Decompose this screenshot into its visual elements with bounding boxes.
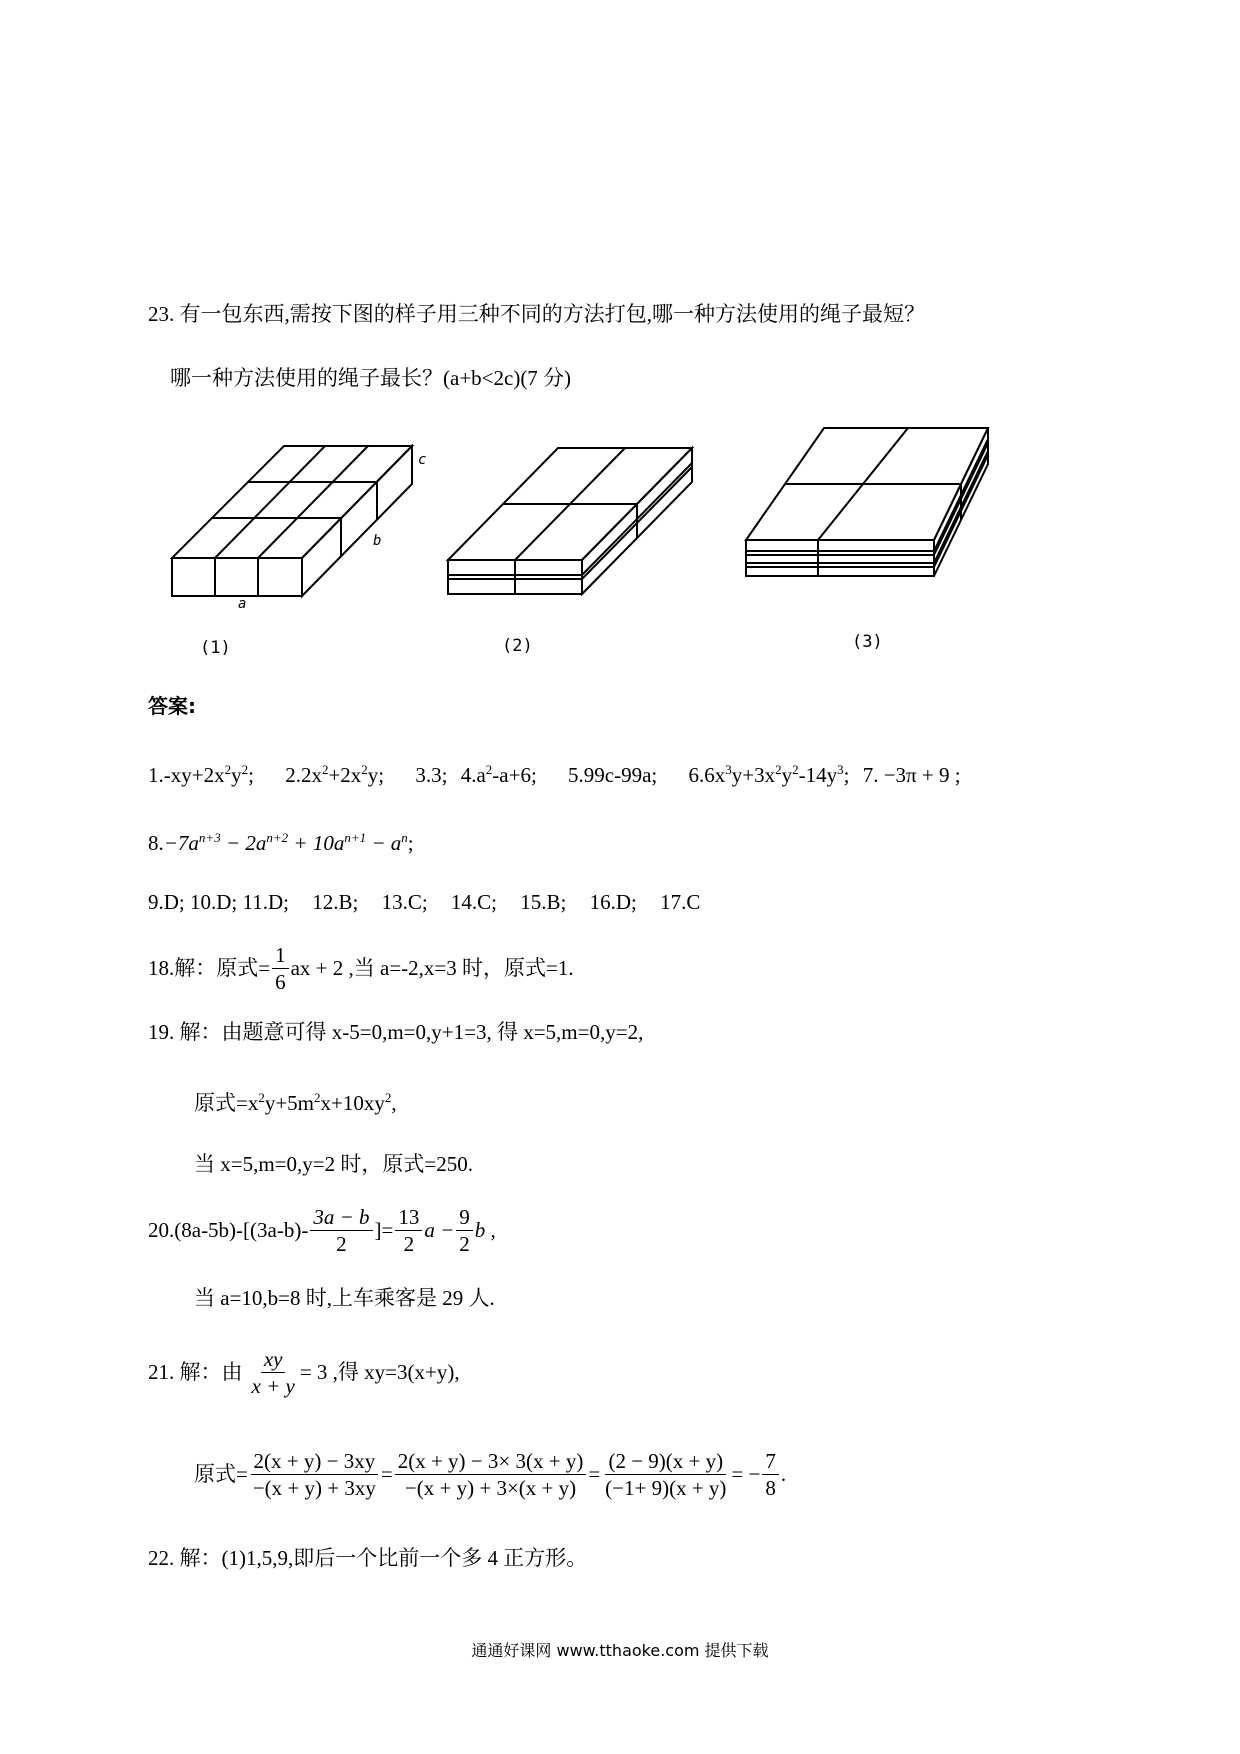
answer-21: 21. 解：由 $\frac{xy}{x + y}$ = 3 ,得 xy=3(x+y), <box>148 1346 460 1398</box>
fig3-caption: (3) <box>852 632 883 652</box>
answer-4: $4.a^2-a+6$; <box>460 762 537 787</box>
q23-line1: 23. 有一包东西,需按下图的样子用三种不同的方法打包,哪一种方法使用的绳子最短？ <box>148 302 925 326</box>
answer-1: $1.-xy+2x^2y^2$; <box>148 762 254 787</box>
answer-19-line3: 当 x=5,m=0,y=2 时，原式=250. <box>194 1152 473 1176</box>
answer-line-1-7 <box>148 756 961 789</box>
footer-credit: 通通好课网 www.tthaoke.com 提供下载 <box>471 1641 769 1660</box>
fig1-label-b: b <box>373 533 382 549</box>
answer-8: $8.-7a^{n+3} - 2a^{n+2} + 10a^{n+1} - a^n$; <box>148 830 414 855</box>
answer-22: 22. 解：(1)1,5,9,即后一个比前一个多 4 正方形。 <box>148 1546 588 1570</box>
fig1-label-a: a <box>238 596 247 612</box>
answer-20-line2: 当 a=10,b=8 时,上车乘客是 29 人. <box>194 1286 495 1310</box>
answers-9-17: 9.D; 10.D; 11.D; 12.B; 13.C; 14.C; 15.B; 16.D; 17.C <box>148 890 701 914</box>
fig1-caption: (1) <box>200 638 231 658</box>
fig2-caption: (2) <box>502 636 533 656</box>
answer-19-line1: 19. 解：由题意可得 x-5=0,m=0,y+1=3, 得 x=5,m=0,y=2, <box>148 1020 644 1044</box>
package-figure-3 <box>0 420 1240 680</box>
answers-heading: 答案: <box>148 694 196 718</box>
answer-19-line2: 原式$=x^2y+5m^2x+10xy^2$, <box>194 1090 397 1115</box>
answer-5: 5.99c-99a; <box>568 763 658 787</box>
q23-line2: 哪一种方法使用的绳子最长？(a+b<2c)(7 分) <box>170 366 572 390</box>
fig1-label-c: c <box>418 452 427 468</box>
answer-7: 7. −3π + 9 ; <box>862 763 961 787</box>
answer-21-line2: 原式= $\frac{2(x + y) - 3xy}{-(x + y) + 3xy}$ = $\frac{2(x + y) - 3\times 3(x + y)}{-(x + y) + 3\times(x + y)}$ = $\frac{(2 - 9)(x + y)}{(-1+ 9)(x + y)}$ = − $\frac{7}{8}$ . <box>194 1448 787 1500</box>
answer-3: 3.3; <box>415 763 448 787</box>
answer-2: $2.2x^2+2x^2y$; <box>285 762 385 787</box>
answer-8-expression: $-7a^{n+3} - 2a^{n+2} + 10a^{n+1} - a^n$ <box>163 830 408 855</box>
answer-18: 18.解：原式= $\frac{1}{6}$ ax + 2 ,当 a=-2,x=3 时，原式=1. <box>148 942 574 994</box>
answer-6: $6.6x^3y+3x^2y^2-14y^3$; <box>688 762 850 787</box>
answer-20: 20.(8a-5b)-[(3a-b)- $\frac{3a - b}{2}$ ]= $\frac{13}{2}$ a − $\frac{9}{2}$ b , <box>148 1204 496 1256</box>
